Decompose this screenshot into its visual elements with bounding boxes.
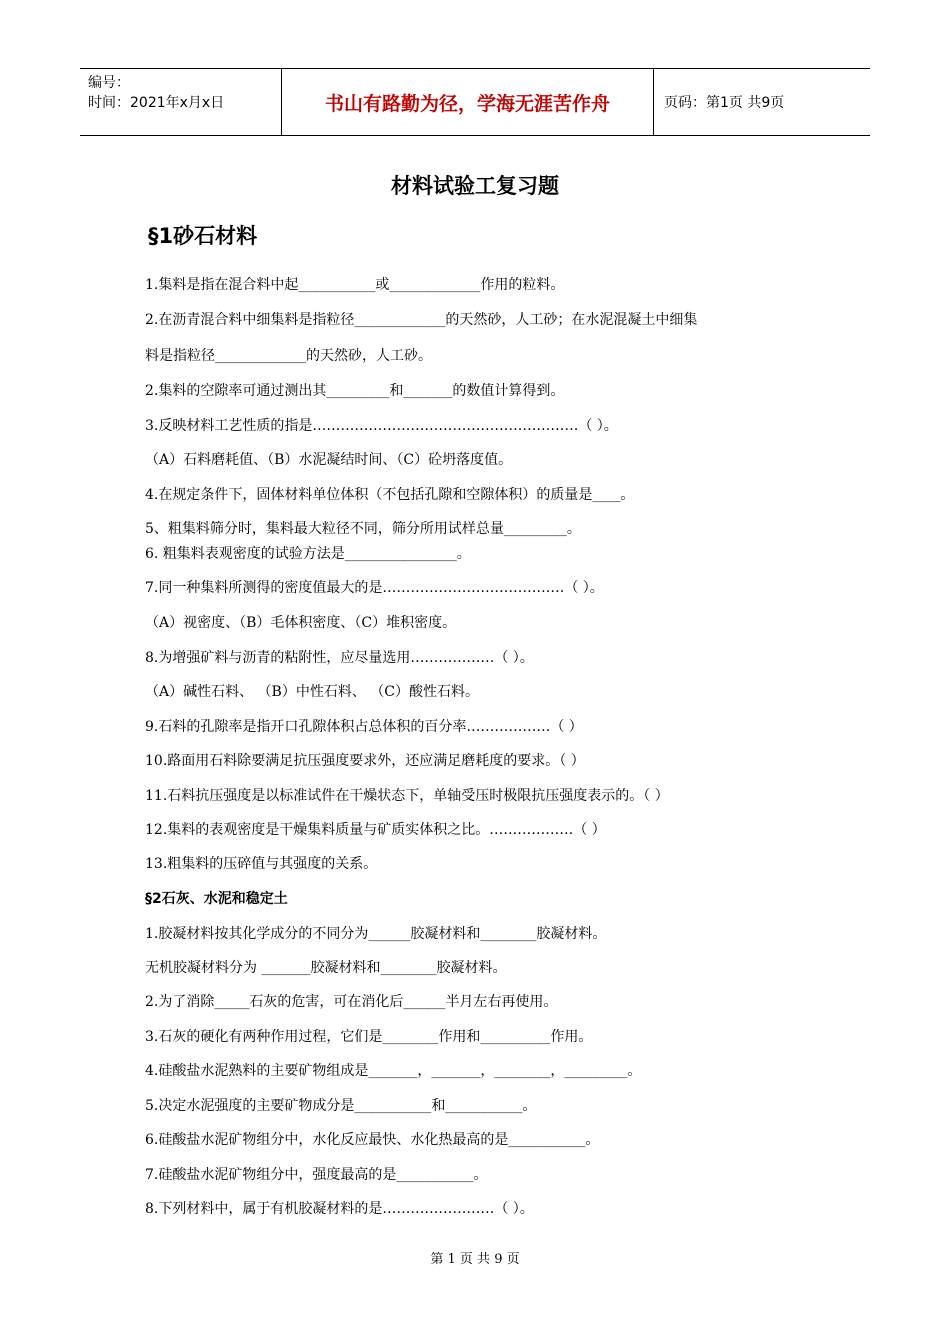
- question-line: 8.为增强矿料与沥青的粘附性，应尽量选用………………（ ）。: [145, 650, 534, 666]
- question-line: 11.石料抗压强度是以标准试件在干燥状态下，单轴受压时极限抗压强度表示的。（ ）: [145, 788, 669, 804]
- question-line: （A）视密度、（B）毛体积密度、（C）堆积密度。: [145, 615, 457, 631]
- document-header: [80, 68, 870, 136]
- question-line: 5.决定水泥强度的主要矿物成分是___________和___________。: [145, 1098, 537, 1114]
- header-motto: 书山有路勤为径，学海无涯苦作舟: [282, 69, 654, 135]
- question-line: 7.同一种集料所测得的密度值最大的是…………………………………（ ）。: [145, 580, 604, 596]
- time-label: 时间：2021年x月x日: [88, 95, 225, 111]
- question-line: 3.反映材料工艺性质的指是…………………………………………………（ ）。: [145, 418, 618, 434]
- question-line: 2.在沥青混合料中细集料是指粒径_____________的天然砂，人工砂；在水泥混凝土中细集: [145, 312, 698, 328]
- question-line: （A）石料磨耗值、（B）水泥凝结时间、（C）砼坍落度值。: [145, 452, 513, 468]
- question-line: 13.粗集料的压碎值与其强度的关系。: [145, 856, 378, 872]
- question-line: 9.石料的孔隙率是指开口孔隙体积占总体积的百分率………………（ ）: [145, 719, 583, 735]
- section-1-heading: §1砂石材料: [148, 224, 258, 248]
- document-title: 材料试验工复习题: [391, 174, 559, 198]
- question-line: 无机胶凝材料分为 _______胶凝材料和________胶凝材料。: [145, 960, 507, 976]
- question-line: 6.硅酸盐水泥矿物组分中，水化反应最快、水化热最高的是___________。: [145, 1132, 600, 1148]
- question-line: 5、粗集料筛分时，集料最大粒径不同，筛分所用试样总量_________。: [145, 521, 581, 537]
- question-line: 1.胶凝材料按其化学成分的不同分为______胶凝材料和________胶凝材料。: [145, 926, 607, 942]
- question-line: 8.下列材料中，属于有机胶凝材料的是……………………（ ）。: [145, 1201, 534, 1217]
- header-page-info: 页码：第1页 共9页: [664, 95, 785, 111]
- header-meta: [80, 69, 282, 135]
- question-line: 4.在规定条件下，固体材料单位体积（不包括孔隙和空隙体积）的质量是____。: [145, 487, 635, 503]
- question-line: 2.为了消除_____石灰的危害，可在消化后______半月左右再使用。: [145, 994, 558, 1010]
- page-footer: 第 1 页 共 9 页: [430, 1252, 520, 1267]
- question-line: 3.石灰的硬化有两种作用过程，它们是________作用和__________作用。: [145, 1029, 593, 1045]
- question-line: 料是指粒径_____________的天然砂，人工砂。: [145, 348, 432, 364]
- question-line: 4.硅酸盐水泥熟料的主要矿物组成是_______，_______，________，_________。: [145, 1063, 642, 1079]
- question-line: 7.硅酸盐水泥矿物组分中，强度最高的是___________。: [145, 1167, 488, 1183]
- question-line: 1.集料是指在混合料中起___________或_____________作用的粒料。: [145, 277, 565, 293]
- question-line: 6. 粗集料表观密度的试验方法是________________。: [145, 546, 471, 562]
- question-line: 12.集料的表观密度是干燥集料质量与矿质实体积之比。………………（ ）: [145, 822, 606, 838]
- question-line: （A）碱性石料、 （B）中性石料、 （C）酸性石料。: [145, 684, 480, 700]
- section-2-heading: §2石灰、水泥和稳定土: [145, 891, 288, 907]
- number-label: 编号：: [88, 75, 130, 91]
- question-line: 10.路面用石料除要满足抗压强度要求外，还应满足磨耗度的要求。（ ）: [145, 753, 585, 769]
- question-line: 2.集料的空隙率可通过测出其_________和_______的数值计算得到。: [145, 383, 565, 399]
